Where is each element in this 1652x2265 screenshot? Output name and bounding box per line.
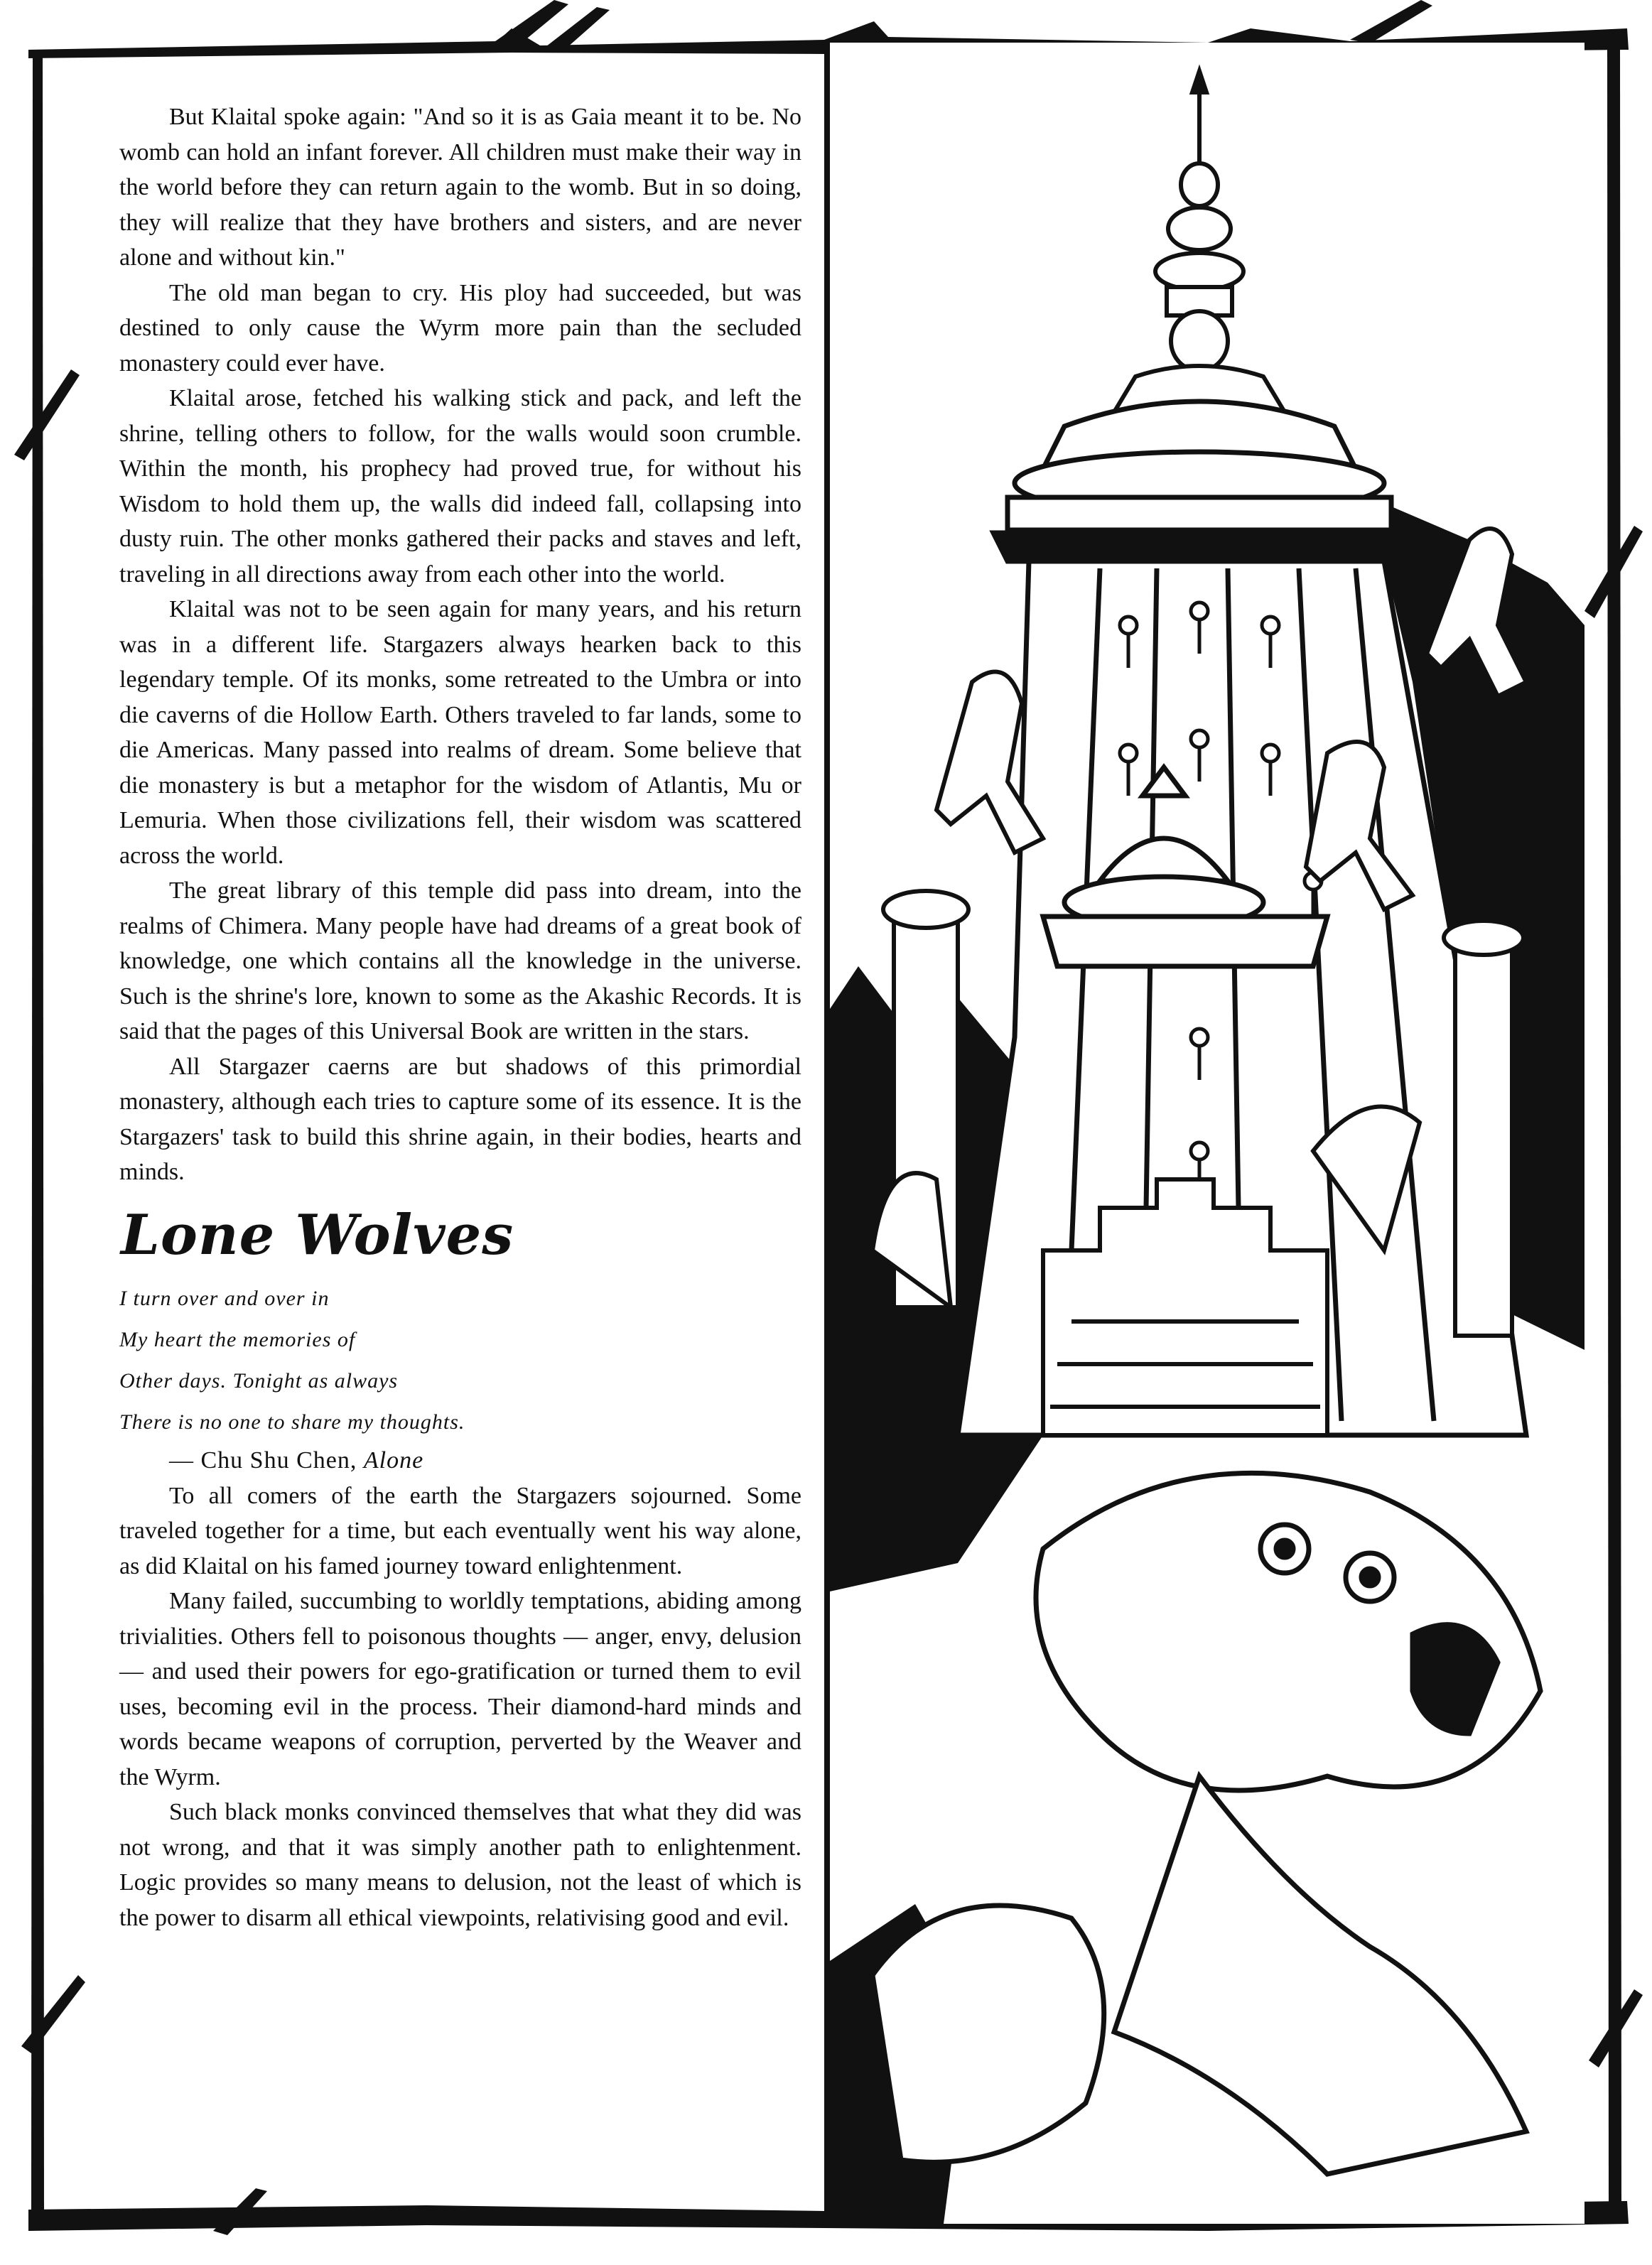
border-right (1607, 40, 1621, 2210)
paragraph: To all comers of the earth the Stargazers sojourned. Some traveled together for a time, but each eventually went his way alone, as did Klaital on his famed journey toward enlightenment. (119, 1482, 801, 1579)
poem-line: There is no one to share my thoughts. (119, 1410, 465, 1434)
paragraph: Klaital was not to be seen again for many years, and his return was in a different life. Stargazers always hearken back to this legendary temple. Of its monks, some retreated to the Umbra or into die caverns of die Hollow Earth. Others traveled to far lands, some to die Americas. Many passed into realms of dream. Some believe that die monastery is but a metaphor for the wisdom of Atlantis, Mu or Lemuria. When those civilizations fell, their wisdom was scattered across the world. (119, 596, 801, 869)
poem-line: I turn over and over in (119, 1286, 330, 1310)
article-column (119, 99, 801, 2188)
border-top-slash (1350, 0, 1432, 43)
temple-illustration (830, 43, 1584, 2224)
paragraph: All Stargazer caerns are but shadows of this primordial monastery, although each tries to capture some of its essence. It is the Stargazers' task to build this shrine again, in their bodies, hearts and minds. (119, 1053, 801, 1185)
poem-line: My heart the memories of (119, 1327, 356, 1351)
column-divider (824, 44, 830, 2218)
attribution-author: — Chu Shu Chen, (169, 1447, 364, 1474)
border-left-slash (14, 369, 80, 460)
attribution-source: Alone (363, 1447, 424, 1474)
paragraph: The great library of this temple did pass into dream, into the realms of Chimera. Many people have had dreams of a great book of knowledge, one which contains all the knowledge in the universe. Such is the shrine's lore, known to some as the Akashic Records. It is said that the pages of this Universal Book are written in the stars. (119, 877, 801, 1044)
epigraph-poem (119, 1278, 801, 1443)
poem-line: Other days. Tonight as always (119, 1368, 399, 1393)
paragraph: Many failed, succumbing to worldly temptations, abiding among trivialities. Others fell to poisonous thoughts — anger, envy, delusion — and used their powers for ego-gratification or turned them to evil uses, becoming evil in the process. Their diamond-hard minds and words became weapons of corruption, perverted by the Weaver and the Wyrm. (119, 1588, 801, 1790)
border-left-slash (21, 1975, 85, 2053)
section-heading: Lone Wolves (121, 1202, 514, 1267)
paragraph: Such black monks convinced themselves that what they did was not wrong, and that it was simply another path to enlightenment. Logic provides so many means to delusion, not the least of which is the power to disarm all ethical viewpoints, relativising good and evil. (119, 1799, 801, 1931)
poem-attribution (119, 1443, 801, 1479)
paragraph: Klaital arose, fetched his walking stick and pack, and left the shrine, telling others to follow, for the walls would soon crumble. Within the month, his prophecy had proved true, for without his Wisdom to hold them up, the walls did indeed fall, collapsing into dusty ruin. The other monks gathered their packs and staves and left, traveling in all directions away from each other into the world. (119, 385, 801, 588)
paragraph: The old man began to cry. His ploy had succeeded, but was destined to only cause the Wyrm more pain than the secluded monastery could ever have. (119, 279, 801, 377)
paragraph: But Klaital spoke again: "And so it is as Gaia meant it to be. No womb can hold an infant forever. All children must make their way in the world before they can return again to the womb. But in so doing, they will realize that they have brothers and sisters, and are never alone and without kin." (119, 104, 801, 271)
artist-signature: SCAR '97 (844, 1367, 945, 1390)
border-left (31, 50, 44, 2217)
